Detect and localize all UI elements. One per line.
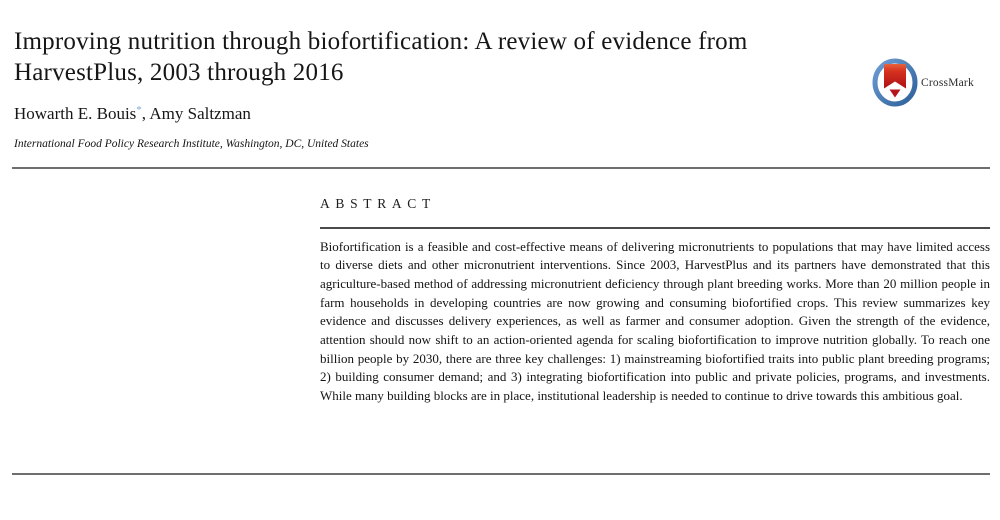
crossmark-badge[interactable] xyxy=(872,58,974,107)
author-name-1: Howarth E. Bouis xyxy=(14,104,137,123)
abstract-section xyxy=(320,196,990,406)
crossmark-icon xyxy=(872,58,918,107)
article-title-line-2: HarvestPlus, 2003 through 2016 xyxy=(14,59,344,86)
article-title-line-1: Improving nutrition through biofortification: A review of evidence from xyxy=(14,28,748,55)
corresponding-author-marker[interactable]: * xyxy=(136,104,142,116)
article-first-page xyxy=(0,26,1000,520)
header-divider xyxy=(12,167,990,169)
abstract-heading: ABSTRACT xyxy=(320,196,436,211)
article-title xyxy=(14,26,840,88)
author-name-2: , Amy Saltzman xyxy=(141,104,251,123)
abstract-divider xyxy=(320,227,990,229)
crossmark-label: CrossMark xyxy=(921,76,974,89)
abstract-text: Biofortification is a feasible and cost-effective means of delivering micronutrients to populations that may have limited access to diverse diets and other micronutrient interventions. Since 2003, HarvestPlus and its partners have demonstrated that this agriculture-based method of addressing micronutrient deficiency through plant breeding works. More than 20 million people in farm households in developing countries are now growing and consuming biofortified crops. This review summarizes key evidence and discusses delivery experiences, as well as farmer and consumer adoption. Given the strength of the evidence, attention should now shift to an action-oriented agenda for scaling biofortification to improve nutrition globally. To reach one billion people by 2030, there are three key challenges: 1) mainstreaming biofortified traits into public plant breeding programs; 2) building consumer demand; and 3) integrating biofortification into public and private policies, programs, and investments. While many building blocks are in place, institutional leadership is needed to continue to drive towards this ambitious goal. xyxy=(320,238,990,404)
footer-divider xyxy=(12,473,990,475)
author-line xyxy=(14,104,1000,124)
affiliation-line: International Food Policy Research Institute, Washington, DC, United States xyxy=(14,138,369,150)
